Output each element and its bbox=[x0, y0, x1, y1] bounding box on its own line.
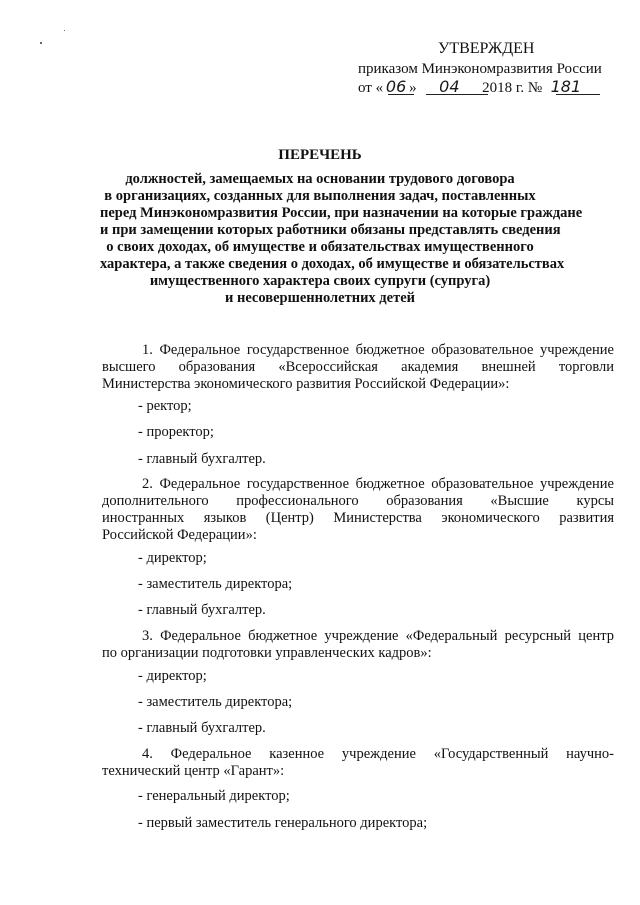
subtitle-line: в организациях, созданных для выполнения задач, поставленных bbox=[104, 188, 536, 204]
handwritten-day: 06 bbox=[385, 77, 407, 96]
section-line: дополнительного профессионального образования «Высшие курсы bbox=[102, 493, 614, 509]
handwritten-month: 04 bbox=[439, 77, 460, 96]
subtitle-line: перед Минэкономразвития России, при назначении на которые граждане bbox=[100, 205, 583, 221]
approval-order-line: приказом Минэкономразвития России bbox=[358, 61, 602, 77]
section-line: Министерства экономического развития Российской Федерации»: bbox=[102, 376, 510, 392]
section-line: 3. Федеральное бюджетное учреждение «Федеральный ресурсный центр bbox=[142, 628, 614, 644]
section-line: технический центр «Гарант»: bbox=[102, 763, 285, 779]
document-subtitle bbox=[100, 171, 583, 307]
subtitle-line: характера, а также сведения о доходах, об имуществе и обязательствах bbox=[100, 256, 565, 272]
position-item: - заместитель директора; bbox=[138, 576, 293, 592]
subtitle-line: должностей, замещаемых на основании трудового договора bbox=[125, 171, 515, 187]
handwritten-order-number: 181 bbox=[550, 77, 582, 96]
section-1-text bbox=[102, 342, 614, 393]
section-line: Российской Федерации»: bbox=[102, 527, 257, 543]
position-item: - главный бухгалтер. bbox=[138, 451, 266, 467]
position-item: - ректор; bbox=[138, 398, 192, 414]
section-2-text bbox=[102, 476, 614, 544]
position-item: - первый заместитель генерального директора; bbox=[138, 815, 428, 831]
day-underline bbox=[388, 94, 414, 95]
subtitle-line: имущественного характера своих супруги (супруга) bbox=[149, 273, 491, 289]
scan-speck bbox=[64, 30, 65, 31]
document-title: ПЕРЕЧЕНЬ bbox=[278, 147, 362, 163]
section-3-text bbox=[102, 628, 614, 662]
scan-speck bbox=[40, 42, 42, 44]
subtitle-line: и при замещении которых работники обязаны представлять сведения bbox=[100, 222, 561, 238]
subtitle-line: о своих доходах, об имуществе и обязательствах имущественного bbox=[106, 239, 534, 255]
position-item: - главный бухгалтер. bbox=[138, 602, 266, 618]
section-line: 4. Федеральное казенное учреждение «Государственный научно- bbox=[142, 746, 614, 762]
position-item: - главный бухгалтер. bbox=[138, 720, 266, 736]
section-line: 1. Федеральное государственное бюджетное образовательное учреждение bbox=[142, 342, 614, 358]
section-line: иностранных языков (Центр) Министерства экономического развития bbox=[102, 510, 614, 526]
position-item: - заместитель директора; bbox=[138, 694, 293, 710]
approval-heading: УТВЕРЖДЕН bbox=[438, 40, 535, 57]
section-4-text bbox=[102, 746, 614, 780]
subtitle-line: и несовершеннолетних детей bbox=[224, 290, 415, 306]
position-item: - генеральный директор; bbox=[138, 788, 290, 804]
position-item: - директор; bbox=[138, 668, 207, 684]
section-line: 2. Федеральное государственное бюджетное образовательное учреждение bbox=[142, 476, 614, 492]
date-year-number: 2018 г. № bbox=[482, 80, 543, 96]
date-quote-close: » bbox=[409, 80, 417, 96]
month-underline bbox=[426, 94, 488, 95]
section-line: по организации подготовки управленческих кадров»: bbox=[102, 645, 432, 661]
position-item: - проректор; bbox=[138, 424, 214, 440]
number-underline bbox=[556, 94, 600, 95]
section-line: высшего образования «Всероссийская академия внешней торговли bbox=[102, 359, 614, 375]
position-item: - директор; bbox=[138, 550, 207, 566]
date-prefix: от « bbox=[358, 80, 384, 96]
